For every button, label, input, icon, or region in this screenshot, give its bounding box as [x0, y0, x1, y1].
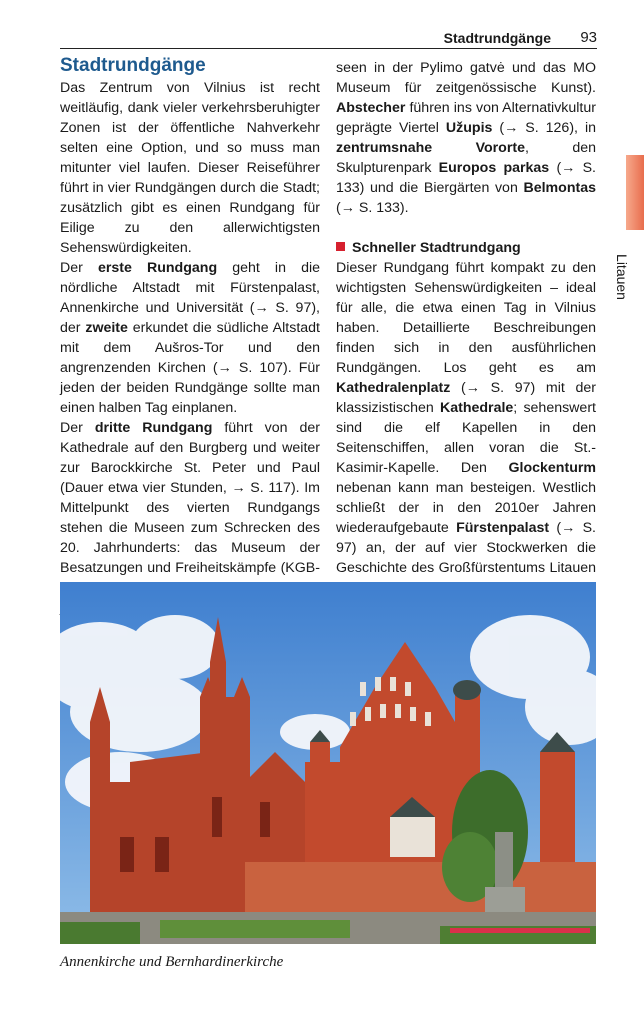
paragraph-third-fourth-tour: Der dritte Rundgang führt von der Kathedrale auf den Burgberg und weiter zur Barockkirche St. Peter und Paul (Dauer etwa vier Stunden, → S. 117). Im Mittelpunkt des vierten Rundgangs stehen die Museen zum Schrecken des 20. Jahrhunderts: das Museum der Besatzungen und Freiheitskämpfe (KGB-: [60, 420, 320, 576]
chapter-tab-label: Litauen: [614, 254, 630, 300]
chapter-tab: [604, 237, 640, 317]
keyword-bold: Kathedrale: [439, 400, 514, 416]
keyword-bold: Europos parkas: [438, 160, 550, 176]
running-header-title: Stadtrundgänge: [443, 30, 551, 46]
intro-paragraph: Das Zentrum von Vilnius ist recht weitläufig, dank vieler verkehrsberuhigter Zonen ist der öffentliche Nahverkehr selten eine Option, und so muss man mitunter viel laufen. Dieser Reiseführer führt in vier Rundgängen durch die Stadt; zusätzlich gibt es einen Rundgang für Eilige zu den allerwichtigsten Sehenswürdigkeiten.: [60, 80, 320, 256]
keyword-bold: dritte Rundgang: [94, 420, 213, 436]
photo-caption: Annenkirche und Bernhardinerkirche: [60, 954, 284, 970]
red-square-icon: [336, 242, 345, 251]
paragraph-quick-tour: Dieser Rundgang führt kompakt zu den wichtigsten Sehenswürdigkeiten – ideal für alle, die etwa einen Tag in Vilnius haben. Detaillierte Beschreibungen finden sich in den ausführlichen Rundgängen. Los geht es am Kathedralenplatz (→ S. 97) mit der klassizistischen Kathedrale; sehenswert sind die elf Kapellen in den Seitenschiffen, allen voran die St.-Kasimir-Kapelle. Den Glockenturm nebenan kann man besteigen. Westlich schließt der in den 2010er Jahren wiederaufgebaute Fürstenpalast (→ S. 97) an, der auf vier Stockwerken die Geschichte des Großfürstentums Litauen: [336, 260, 597, 576]
running-header: [60, 30, 597, 49]
section-title: Stadtrundgänge: [60, 55, 206, 76]
paragraph-excursions: seen in der Pylimo gatvė und das MO Museum für zeitgenössische Kunst). Abstecher führen ins von Alternativkultur geprägte Viertel Užupis (→ S. 126), in zentrumsnahe Vororte, den Skulpturenpark Europos parkas (→ S. 133) und die Biergärten von Belmontas (→ S. 133).: [336, 60, 596, 216]
keyword-bold: Užupis: [445, 120, 493, 136]
chapter-tab-marker: [626, 155, 644, 230]
keyword-bold: Belmontas: [523, 180, 596, 196]
keyword-bold: Glockenturm: [508, 460, 596, 476]
page-number: 93: [580, 29, 597, 46]
paragraph-first-second-tour: Der erste Rundgang geht in die nördliche Altstadt mit Fürstenpalast, Annenkirche und Universität (→ S. 97), der zweite erkundet die südliche Altstadt mit dem Aušros-Tor und den angrenzenden Kirchen (→ S. 107). Für jeden der beiden Rundgänge sollte man einen halben Tag einplanen.: [60, 260, 320, 416]
keyword-bold: Abstecher: [336, 100, 406, 116]
keyword-bold: Fürstenpalast: [456, 520, 550, 536]
text-column-left: [60, 54, 320, 618]
church-photo: [60, 582, 596, 944]
subsection-heading: Schneller Stadtrundgang: [336, 238, 596, 258]
keyword-bold: zentrumsnahe Vororte: [336, 140, 525, 156]
keyword-bold: Kathedralenplatz: [336, 380, 451, 396]
keyword-bold: erste Rundgang: [97, 260, 218, 276]
keyword-bold: zweite: [85, 320, 128, 336]
text-column-right: [336, 58, 596, 638]
church-photo-illustration: [60, 582, 596, 944]
